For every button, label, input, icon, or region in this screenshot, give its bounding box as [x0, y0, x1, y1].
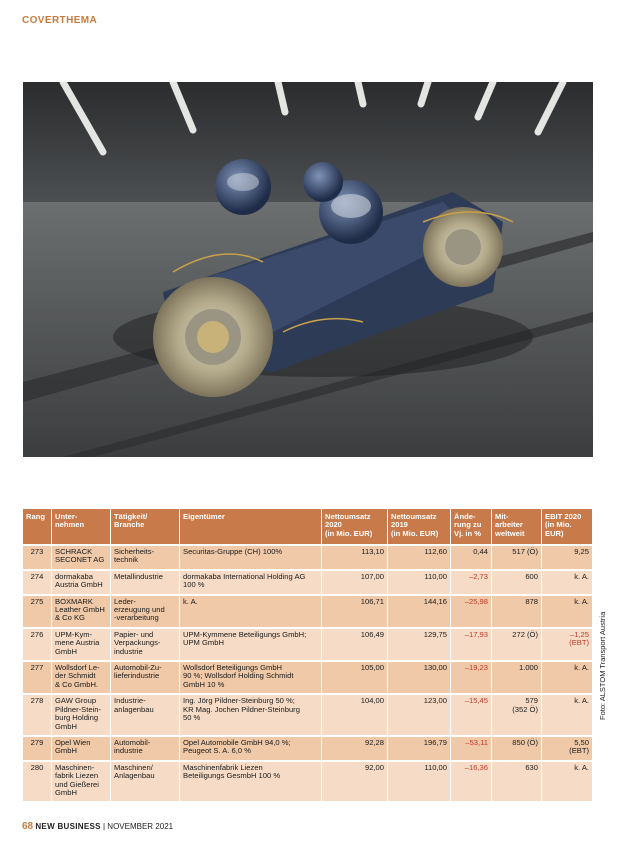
header-sector: Tätigkeit/ Branche	[111, 509, 180, 544]
cell-employees: 579 (352 Ö)	[492, 693, 542, 735]
cell-rank: 279	[23, 735, 52, 760]
cell-employees: 517 (Ö)	[492, 544, 542, 569]
cell-rank: 277	[23, 660, 52, 693]
header-owner: Eigentümer	[180, 509, 322, 544]
cell-revenue-2020: 106,71	[322, 594, 388, 627]
cell-revenue-2020: 106,49	[322, 627, 388, 660]
cell-rank: 273	[23, 544, 52, 569]
header-company: Unter- nehmen	[52, 509, 111, 544]
cell-sector: Maschinen/ Anlagenbau	[111, 760, 180, 802]
header-change: Ände- rung zu Vj. in %	[451, 509, 492, 544]
cell-owner: Securitas-Gruppe (CH) 100%	[180, 544, 322, 569]
table-row	[23, 735, 593, 760]
footer-separator: |	[102, 822, 106, 831]
cell-company: UPM-Kym- mene Austria GmbH	[52, 627, 111, 660]
cell-revenue-2020: 113,10	[322, 544, 388, 569]
cell-sector: Papier- und Verpackungs- industrie	[111, 627, 180, 660]
table-row	[23, 627, 593, 660]
cell-company: Maschinen- fabrik Liezen und Gießerei GmbH	[52, 760, 111, 802]
cell-owner: Opel Automobile GmbH 94,0 %; Peugeot S. A. 6,0 %	[180, 735, 322, 760]
ranking-table	[23, 509, 593, 801]
cell-revenue-2019: 130,00	[388, 660, 451, 693]
cell-revenue-2019: 110,00	[388, 760, 451, 802]
header-revenue-2020: Nettoumsatz 2020 (in Mio. EUR)	[322, 509, 388, 544]
cell-ebit: k. A.	[542, 693, 593, 735]
cell-change: –19,23	[451, 660, 492, 693]
cell-revenue-2019: 144,16	[388, 594, 451, 627]
cell-ebit: –1,25 (EBT)	[542, 627, 593, 660]
issue-date: NOVEMBER 2021	[107, 822, 174, 831]
cell-change: –16,36	[451, 760, 492, 802]
cell-change: 0,44	[451, 544, 492, 569]
cell-revenue-2019: 112,60	[388, 544, 451, 569]
cell-ebit: k. A.	[542, 569, 593, 594]
cell-sector: Sicherheits- technik	[111, 544, 180, 569]
header-ebit: EBIT 2020 (in Mio. EUR)	[542, 509, 593, 544]
cell-change: –2,73	[451, 569, 492, 594]
cell-company: GAW Group Pildner-Stein- burg Holding GmbH	[52, 693, 111, 735]
cell-revenue-2020: 107,00	[322, 569, 388, 594]
cell-employees: 272 (Ö)	[492, 627, 542, 660]
cell-sector: Automobil-Zu- lieferindustrie	[111, 660, 180, 693]
table-header-row	[23, 509, 593, 544]
section-label: COVERTHEMA	[22, 15, 98, 26]
cell-revenue-2019: 123,00	[388, 693, 451, 735]
cell-ebit: 9,25	[542, 544, 593, 569]
table-row	[23, 594, 593, 627]
table-row	[23, 693, 593, 735]
cell-sector: Leder- erzeugung und -verarbeitung	[111, 594, 180, 627]
cell-rank: 280	[23, 760, 52, 802]
cell-ebit: k. A.	[542, 660, 593, 693]
cell-change: –25,98	[451, 594, 492, 627]
cell-change: –15,45	[451, 693, 492, 735]
cell-revenue-2020: 105,00	[322, 660, 388, 693]
header-revenue-2019: Nettoumsatz 2019 (in Mio. EUR)	[388, 509, 451, 544]
cell-change: –17,93	[451, 627, 492, 660]
cell-revenue-2019: 196,79	[388, 735, 451, 760]
cell-rank: 274	[23, 569, 52, 594]
cell-ebit: 5,50 (EBT)	[542, 735, 593, 760]
table-row	[23, 569, 593, 594]
cell-ebit: k. A.	[542, 760, 593, 802]
cell-owner: Maschinenfabrik Liezen Beteiligungs GesmbH 100 %	[180, 760, 322, 802]
cell-employees: 1.000	[492, 660, 542, 693]
page-footer	[22, 821, 173, 832]
cell-owner: UPM-Kymmene Beteiligungs GmbH; UPM GmbH	[180, 627, 322, 660]
cell-revenue-2020: 92,00	[322, 760, 388, 802]
cell-company: SCHRACK SECONET AG	[52, 544, 111, 569]
cell-sector: Industrie- anlagenbau	[111, 693, 180, 735]
cell-revenue-2020: 104,00	[322, 693, 388, 735]
page-number: 68	[22, 821, 34, 832]
cell-owner: Wollsdorf Beteiligungs GmbH 90 %; Wollsdorf Holding Schmidt GmbH 10 %	[180, 660, 322, 693]
header-rank: Rang	[23, 509, 52, 544]
cell-owner: Ing. Jörg Pildner-Steinburg 50 %; KR Mag. Jochen Pildner-Steinburg 50 %	[180, 693, 322, 735]
cell-employees: 878	[492, 594, 542, 627]
cell-rank: 278	[23, 693, 52, 735]
cell-owner: dormakaba International Holding AG 100 %	[180, 569, 322, 594]
cell-employees: 850 (Ö)	[492, 735, 542, 760]
photo-credit: Foto: ALSTOM Transport Austria	[598, 611, 607, 720]
cell-revenue-2020: 92,28	[322, 735, 388, 760]
cell-sector: Metallindustrie	[111, 569, 180, 594]
header-employees: Mit- arbeiter weltweit	[492, 509, 542, 544]
cell-ebit: k. A.	[542, 594, 593, 627]
cell-sector: Automobil- industrie	[111, 735, 180, 760]
cell-company: dormakaba Austria GmbH	[52, 569, 111, 594]
cover-photo-train-bogie	[23, 82, 593, 457]
cell-rank: 275	[23, 594, 52, 627]
cell-revenue-2019: 110,00	[388, 569, 451, 594]
cell-employees: 600	[492, 569, 542, 594]
table-row	[23, 544, 593, 569]
table-row	[23, 660, 593, 693]
magazine-name: NEW BUSINESS	[35, 822, 101, 831]
cell-change: –53,11	[451, 735, 492, 760]
cell-company: Opel Wien GmbH	[52, 735, 111, 760]
table-row	[23, 760, 593, 802]
cell-revenue-2019: 129,75	[388, 627, 451, 660]
cell-company: BOXMARK Leather GmbH & Co KG	[52, 594, 111, 627]
cell-rank: 276	[23, 627, 52, 660]
cell-employees: 630	[492, 760, 542, 802]
cell-owner: k. A.	[180, 594, 322, 627]
cell-company: Wollsdorf Le- der Schmidt & Co GmbH.	[52, 660, 111, 693]
